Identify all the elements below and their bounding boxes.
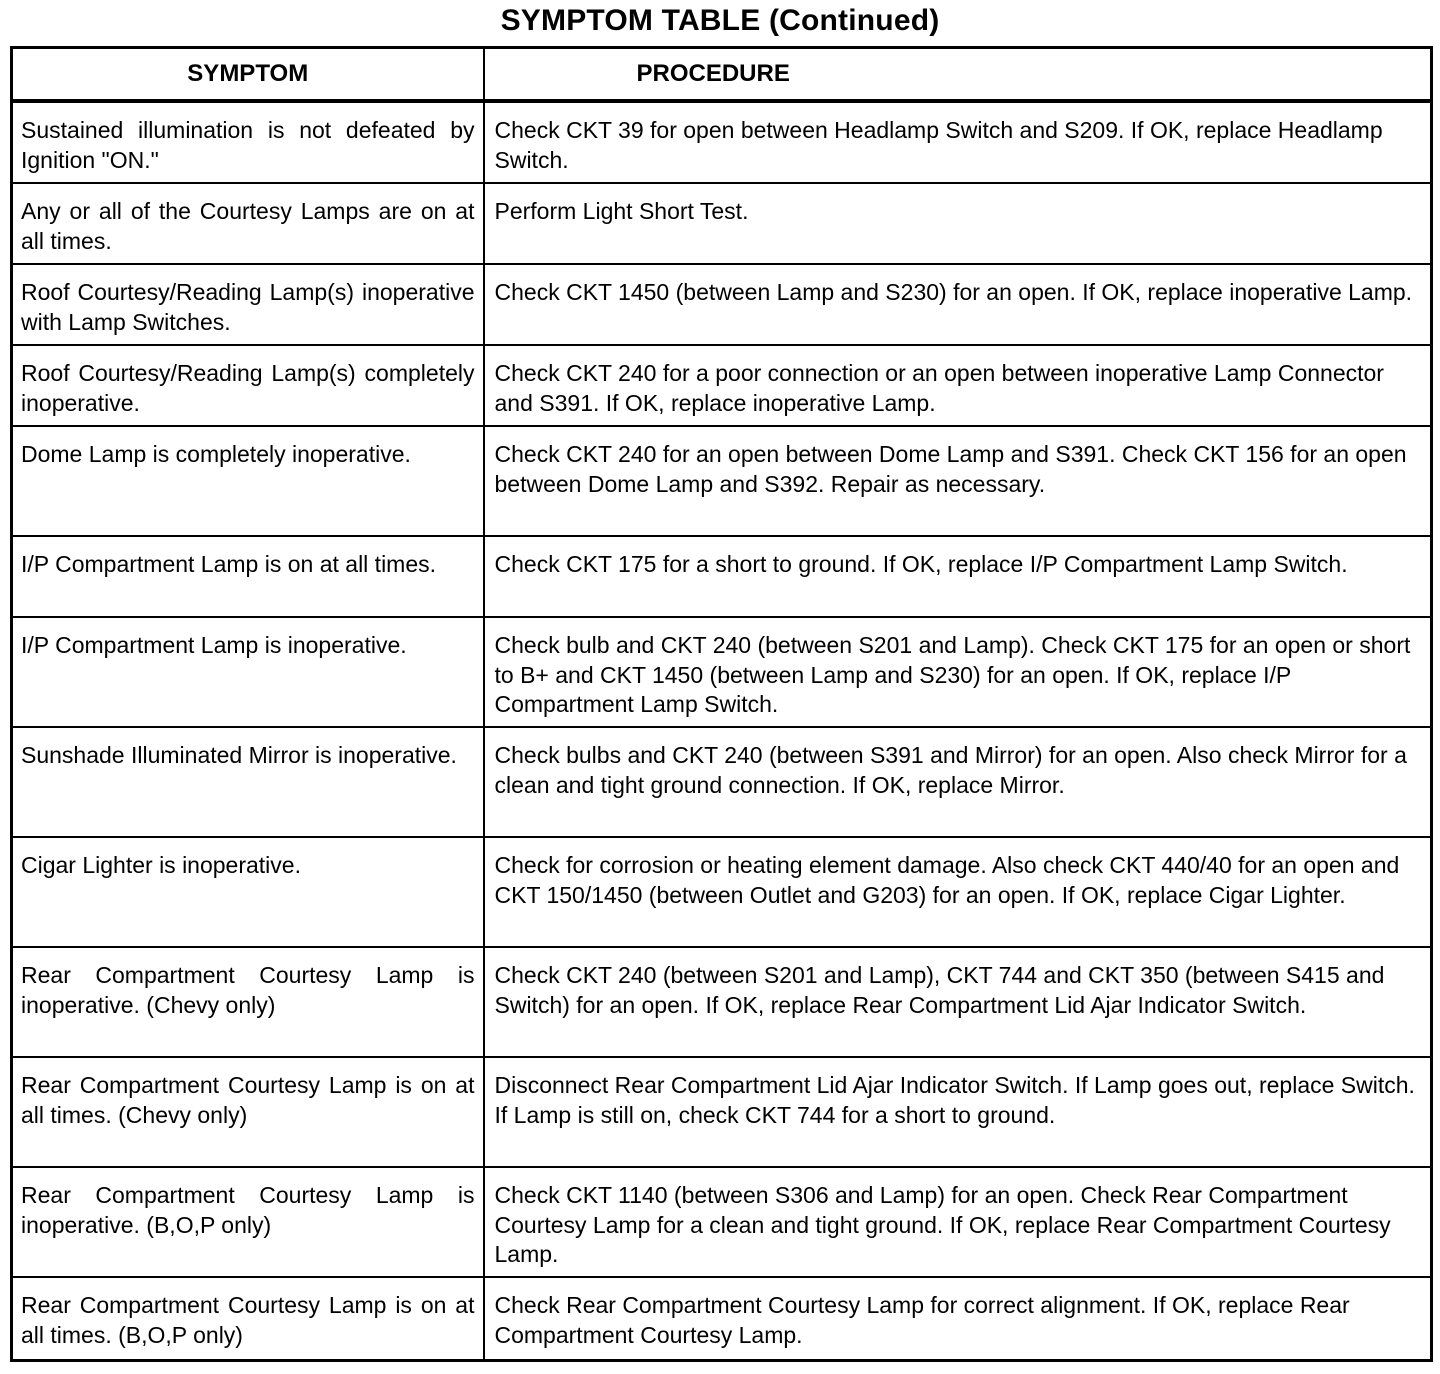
procedure-cell: Check bulbs and CKT 240 (between S391 and Mirror) for an open. Also check Mirror for a clean and tight ground connection. If OK, replace Mirror. <box>484 727 1432 837</box>
procedure-cell: Check for corrosion or heating element damage. Also check CKT 440/40 for an open and CKT 150/1450 (between Outlet and G203) for an open. If OK, replace Cigar Lighter. <box>484 837 1432 947</box>
symptom-cell: Dome Lamp is completely inoperative. <box>12 426 484 536</box>
symptom-cell: Any or all of the Courtesy Lamps are on at all times. <box>12 183 484 264</box>
table-row <box>12 727 1432 837</box>
symptom-cell: I/P Compartment Lamp is on at all times. <box>12 536 484 617</box>
table-row <box>12 264 1432 345</box>
procedure-cell: Perform Light Short Test. <box>484 183 1432 264</box>
table-header-row <box>12 48 1432 102</box>
symptom-cell: Sustained illumination is not defeated by Ignition "ON." <box>12 101 484 183</box>
procedure-cell: Check CKT 1140 (between S306 and Lamp) for an open. Check Rear Compartment Courtesy Lamp for a clean and tight ground. If OK, replace Rear Compartment Courtesy Lamp. <box>484 1167 1432 1277</box>
procedure-cell: Check CKT 240 (between S201 and Lamp), CKT 744 and CKT 350 (between S415 and Switch) for an open. If OK, replace Rear Compartment Lid Ajar Indicator Switch. <box>484 947 1432 1057</box>
symptom-cell: Rear Compartment Courtesy Lamp is on at all times. (B,O,P only) <box>12 1277 484 1361</box>
symptom-cell: Sunshade Illuminated Mirror is inoperative. <box>12 727 484 837</box>
header-procedure: PROCEDURE <box>484 48 1432 102</box>
table-row <box>12 617 1432 727</box>
symptom-cell: Cigar Lighter is inoperative. <box>12 837 484 947</box>
table-row <box>12 345 1432 426</box>
symptom-cell: I/P Compartment Lamp is inoperative. <box>12 617 484 727</box>
table-row <box>12 1057 1432 1167</box>
symptom-cell: Rear Compartment Courtesy Lamp is on at all times. (Chevy only) <box>12 1057 484 1167</box>
procedure-cell: Check CKT 240 for a poor connection or an open between inoperative Lamp Connector and S391. If OK, replace inoperative Lamp. <box>484 345 1432 426</box>
symptom-table <box>10 46 1433 1362</box>
symptom-cell: Roof Courtesy/Reading Lamp(s) completely inoperative. <box>12 345 484 426</box>
table-row <box>12 183 1432 264</box>
table-row <box>12 1167 1432 1277</box>
table-row <box>12 536 1432 617</box>
header-symptom: SYMPTOM <box>12 48 484 102</box>
procedure-cell: Check bulb and CKT 240 (between S201 and Lamp). Check CKT 175 for an open or short to B+ and CKT 1450 (between Lamp and S230) for an open. If OK, replace I/P Compartment Lamp Switch. <box>484 617 1432 727</box>
symptom-cell: Rear Compartment Courtesy Lamp is inoperative. (Chevy only) <box>12 947 484 1057</box>
procedure-cell: Check CKT 175 for a short to ground. If OK, replace I/P Compartment Lamp Switch. <box>484 536 1432 617</box>
table-row <box>12 1277 1432 1361</box>
table-row <box>12 426 1432 536</box>
procedure-cell: Check CKT 1450 (between Lamp and S230) for an open. If OK, replace inoperative Lamp. <box>484 264 1432 345</box>
table-row <box>12 101 1432 183</box>
table-row <box>12 947 1432 1057</box>
symptom-cell: Roof Courtesy/Reading Lamp(s) inoperative with Lamp Switches. <box>12 264 484 345</box>
procedure-cell: Check CKT 39 for open between Headlamp Switch and S209. If OK, replace Headlamp Switch. <box>484 101 1432 183</box>
procedure-cell: Check CKT 240 for an open between Dome Lamp and S391. Check CKT 156 for an open between Dome Lamp and S392. Repair as necessary. <box>484 426 1432 536</box>
procedure-cell: Disconnect Rear Compartment Lid Ajar Indicator Switch. If Lamp goes out, replace Switch. If Lamp is still on, check CKT 744 for a short to ground. <box>484 1057 1432 1167</box>
table-row <box>12 837 1432 947</box>
procedure-cell: Check Rear Compartment Courtesy Lamp for correct alignment. If OK, replace Rear Compartment Courtesy Lamp. <box>484 1277 1432 1361</box>
symptom-cell: Rear Compartment Courtesy Lamp is inoperative. (B,O,P only) <box>12 1167 484 1277</box>
page-title: SYMPTOM TABLE (Continued) <box>500 4 940 37</box>
